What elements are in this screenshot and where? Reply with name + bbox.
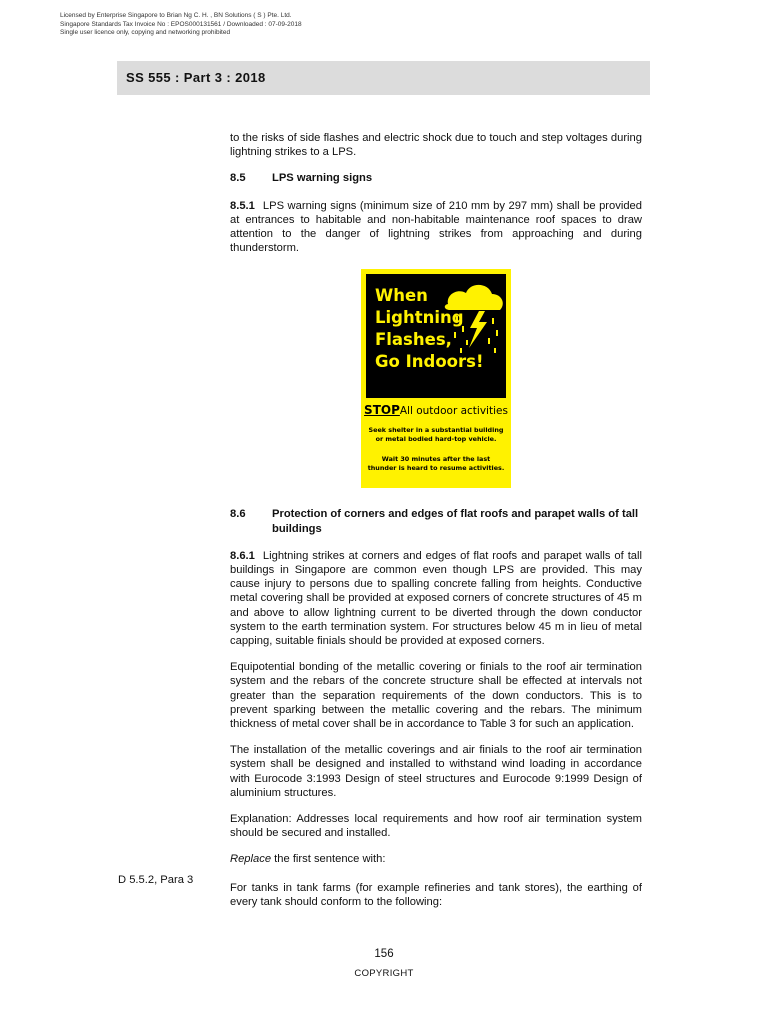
replace-rest: the first sentence with: bbox=[271, 853, 386, 866]
licence-line: Singapore Standards Tax Invoice No : EPOS000131561 / Downloaded : 07-09-2018 bbox=[60, 20, 302, 28]
intro-paragraph: to the risks of side flashes and electric shock due to touch and step voltages during lightning strikes to a LPS. bbox=[230, 132, 642, 159]
section-8-5-heading bbox=[230, 171, 642, 185]
replace-word: Replace bbox=[230, 853, 272, 866]
section-8-6-heading bbox=[230, 507, 642, 535]
sign-shelter-text: Seek shelter in a substantial building or metal bodied hard-top vehicle. bbox=[368, 426, 504, 444]
section-number: 8.6 bbox=[230, 508, 246, 521]
lightning-warning-sign bbox=[361, 269, 511, 488]
clause-text: LPS warning signs (minimum size of 210 mm by 297 mm) shall be provided at entrances to habitable and non-habitable maintenance roof spaces to draw attention to the danger of lightning strikes from approaching and during thunderstorm. bbox=[230, 199, 642, 255]
installation-paragraph: The installation of the metallic coverings and air finials to the roof air termination system shall be designed and installed to withstand wind loading in accordance with Eurocode 3:1993 Design of steel structures and Eurocode 9:1999 Design of aluminium structures. bbox=[230, 744, 642, 799]
licence-line: Single user licence only, copying and networking prohibited bbox=[60, 29, 231, 37]
clause-number: 8.5.1 bbox=[230, 199, 255, 212]
clause-reference-label: D 5.5.2, Para 3 bbox=[118, 874, 194, 886]
bonding-paragraph: Equipotential bonding of the metallic covering or finials to the roof air termination system and the rebars of the concrete structure shall be effected at intervals not greater than the separation requirements of the down conductors. This is to prevent sparking between the metallic covering and the rebars. The minimum thickness of metal cover shall be in accordance to Table 3 for such an application. bbox=[230, 661, 642, 731]
document-title: SS 555 : Part 3 : 2018 bbox=[126, 70, 266, 85]
licence-notice bbox=[60, 12, 302, 38]
sign-headline: When Lightning Flashes, Go Indoors! bbox=[375, 286, 484, 372]
tank-farm-paragraph: For tanks in tank farms (for example refineries and tank stores), the earthing of every tank should conform to the following: bbox=[230, 881, 642, 908]
section-title: Protection of corners and edges of flat roofs and parapet walls of tall buildings bbox=[272, 508, 639, 535]
section-title: LPS warning signs bbox=[272, 172, 373, 185]
document-body bbox=[230, 131, 642, 921]
sign-stop-line bbox=[361, 403, 511, 418]
document-header-bar bbox=[117, 61, 650, 95]
sign-stop-rest: All outdoor activities bbox=[399, 405, 508, 418]
copyright-footer: COPYRIGHT bbox=[354, 968, 414, 979]
replace-instruction bbox=[230, 852, 642, 866]
clause-number: 8.6.1 bbox=[230, 549, 255, 562]
explanation-paragraph: Explanation: Addresses local requirements and how roof air termination system should be secured and installed. bbox=[230, 813, 642, 840]
sign-black-panel bbox=[366, 274, 506, 398]
licence-line: Licensed by Enterprise Singapore to Brian Ng C. H. , BN Solutions ( S ) Pte. Ltd. bbox=[60, 12, 292, 19]
warning-sign-figure bbox=[230, 269, 642, 488]
sign-wait-text: Wait 30 minutes after the last thunder is heard to resume activities. bbox=[367, 455, 505, 473]
section-number: 8.5 bbox=[230, 172, 246, 185]
clause-8-6-1 bbox=[230, 549, 642, 648]
sign-stop-word: STOP bbox=[364, 403, 400, 418]
clause-text: Lightning strikes at corners and edges of flat roofs and parapet walls of tall buildings in Singapore are common even though LPS are provided. This may cause injury to persons due to spalling concrete falling from heights. Conductive metal covering shall be provided at exposed corners of concrete structures of 45 m and above to allow lightning current to be diverted through the down conductor system to the earth termination system. For structures below 45 m in lieu of metal capping, suitable finials should be provided at exposed corners. bbox=[230, 549, 642, 648]
page-number: 156 bbox=[374, 948, 394, 960]
clause-8-5-1 bbox=[230, 199, 642, 256]
